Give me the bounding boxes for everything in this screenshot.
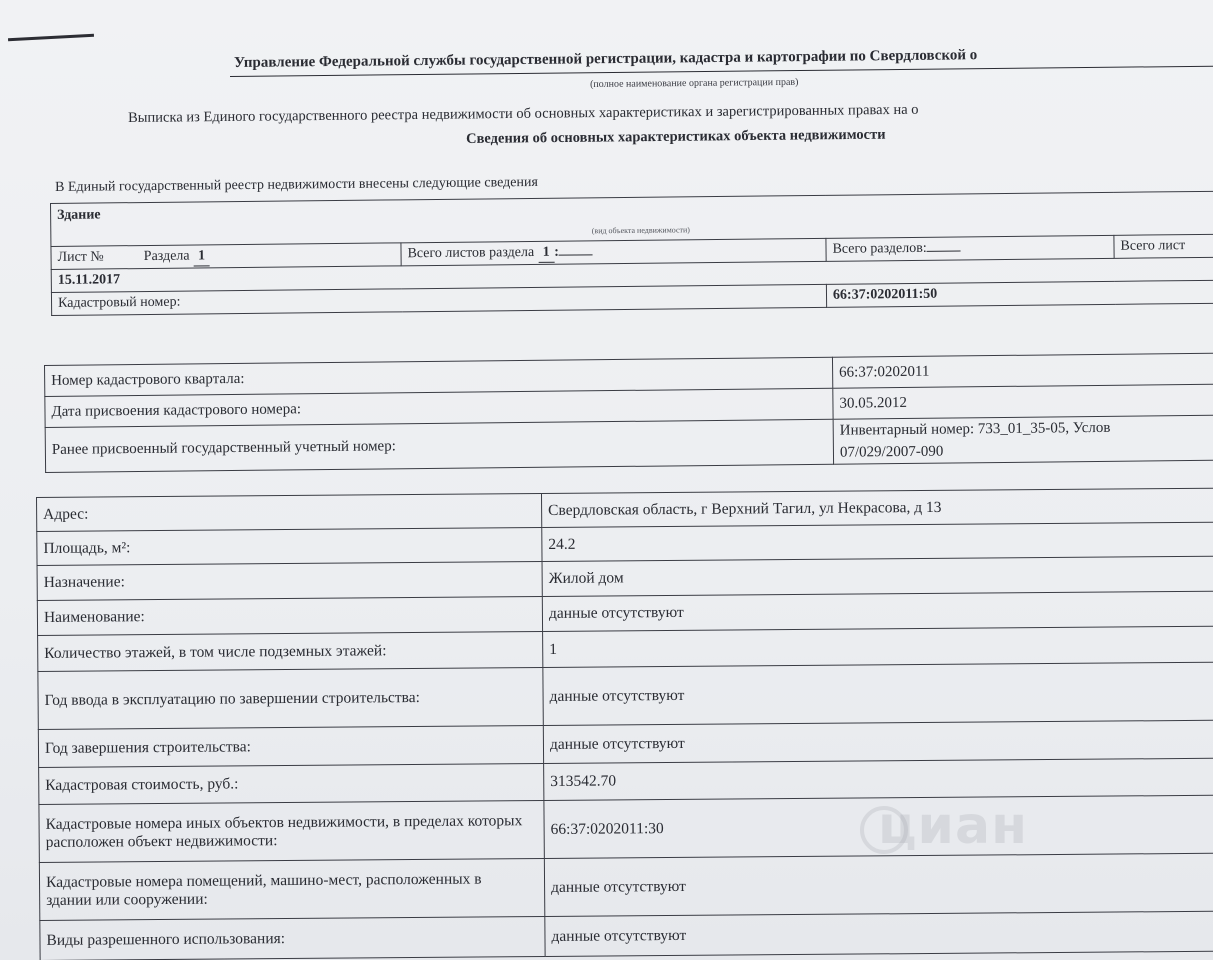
row-label: Год завершения строительства: xyxy=(38,726,543,768)
agency-name: Управление Федеральной службы государственной регистрации, кадастра и картографии по Свердловской о xyxy=(234,47,978,71)
row-value: 66:37:0202011 xyxy=(832,353,1213,388)
section-subtitle: Сведения об основных характеристиках объекта недвижимости xyxy=(466,126,886,147)
extract-title: Выписка из Единого государственного реестра недвижимости об основных характеристиках и зарегистрированных правах на о xyxy=(128,101,919,126)
row-label: Кадастровые номера помещений, машино-мест, расположенных в здании или сооружении: xyxy=(39,859,544,921)
cadastral-number-label: Кадастровый номер: xyxy=(51,284,826,315)
table-row xyxy=(40,911,1213,960)
total-sections-label: Всего разделов: xyxy=(832,240,927,257)
intro-text: В Единый государственный реестр недвижимости внесены следующие сведения xyxy=(55,174,538,195)
sheet-label: Лист № xyxy=(57,248,104,265)
sheets-in-section-value: 1 xyxy=(538,243,554,262)
object-header-block xyxy=(50,191,1213,316)
extract-date: 15.11.2017 xyxy=(51,257,1213,292)
row-value: данные отсутствуют xyxy=(545,911,1213,956)
row-label: Количество этажей, в том числе подземных этажей: xyxy=(38,632,543,672)
row-label: Кадастровая стоимость, руб.: xyxy=(39,764,544,805)
row-value: данные отсутствуют xyxy=(544,853,1213,916)
row-label: Назначение: xyxy=(37,562,542,601)
sheets-in-section-suffix: : xyxy=(554,244,559,260)
agency-caption: (полное наименование органа регистрации прав) xyxy=(590,76,799,90)
row-label: Площадь, м²: xyxy=(37,528,542,566)
table-row xyxy=(39,795,1213,862)
row-label: Адрес: xyxy=(37,494,542,532)
corner-mark xyxy=(8,34,94,41)
cadastral-number-value: 66:37:0202011:50 xyxy=(826,280,1213,307)
row-label: Наименование: xyxy=(37,597,542,636)
row-value: 30.05.2012 xyxy=(833,384,1213,419)
sheets-in-section-label: Всего листов раздела xyxy=(407,244,535,261)
table-row xyxy=(38,662,1213,729)
row-value: данные отсутствуют xyxy=(543,662,1213,725)
row-label: Кадастровые номера иных объектов недвижимости, в пределах которых расположен объект недвижимости: xyxy=(39,801,544,863)
row-label: Ранее присвоенный государственный учетный номер: xyxy=(45,419,833,472)
row-value: 313542.70 xyxy=(544,758,1213,800)
object-kind: Здание xyxy=(51,191,1213,228)
row-label: Дата присвоения кадастрового номера: xyxy=(45,388,833,427)
row-value: данные отсутствуют xyxy=(542,591,1213,631)
properties-table xyxy=(36,488,1213,960)
quarter-table xyxy=(44,353,1213,473)
object-header-table xyxy=(50,191,1213,316)
section-value: 1 xyxy=(193,247,209,266)
object-kind-caption: (вид объекта недвижимости) xyxy=(51,216,1213,247)
row-value: 66:37:0202011:30 xyxy=(544,795,1213,858)
quarter-block xyxy=(44,353,1213,473)
row-value: данные отсутствуют xyxy=(543,720,1213,763)
row-value: 24.2 xyxy=(542,522,1213,561)
section-label: Раздела xyxy=(143,248,190,264)
total-sections-cell xyxy=(826,235,1114,261)
row-value: Свердловская область, г Верхний Тагил, ул Некрасова, д 13 xyxy=(541,488,1213,527)
properties-block xyxy=(36,488,1213,960)
row-value: 1 xyxy=(543,626,1213,667)
watermark: циан xyxy=(878,796,1028,856)
total-sheets-cell xyxy=(1114,234,1213,258)
table-row xyxy=(39,853,1213,920)
row-value: Жилой дом xyxy=(542,556,1213,596)
row-label: Виды разрешенного использования: xyxy=(40,917,545,960)
total-sheets-label: Всего лист xyxy=(1120,238,1186,254)
row-label: Год ввода в эксплуатацию по завершении строительства: xyxy=(38,668,543,730)
row-value: Инвентарный номер: 733_01_35-05, Услов 07/029/2007-090 xyxy=(833,415,1213,464)
row-label: Номер кадастрового квартала: xyxy=(45,357,833,396)
